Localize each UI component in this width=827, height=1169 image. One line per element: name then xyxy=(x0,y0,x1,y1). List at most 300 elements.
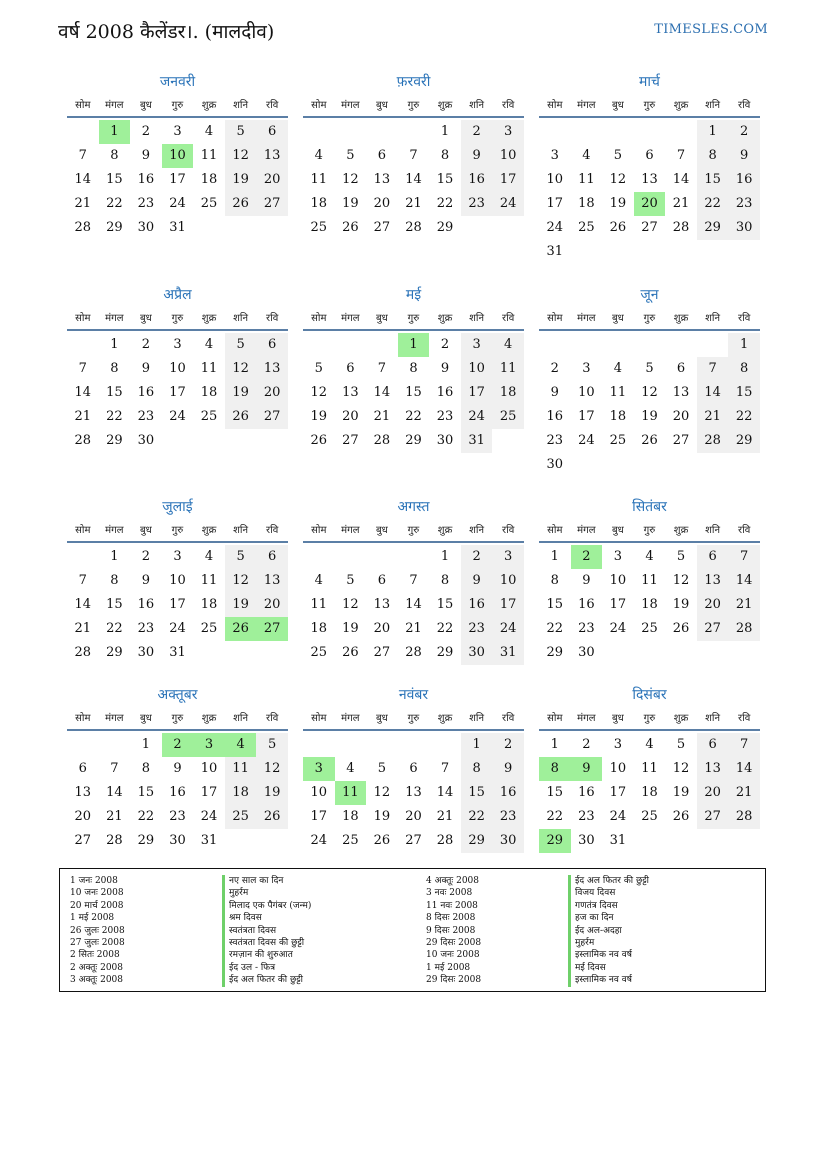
day-cell: 24 xyxy=(609,809,627,824)
day-cell: 21 xyxy=(405,621,422,636)
day-cell: 3 xyxy=(613,549,623,564)
empty-cell xyxy=(67,545,99,569)
day-cell: 29 xyxy=(405,433,422,448)
legend-date: 1 मई 2008 xyxy=(426,962,471,973)
day-cell: 5 xyxy=(346,573,355,588)
day-cell: 19 xyxy=(342,196,359,211)
day-cell: 1 xyxy=(550,549,559,564)
day-cell: 19 xyxy=(225,168,257,192)
day-cell: 16 xyxy=(578,785,595,800)
weekday-label: सोम xyxy=(75,100,91,111)
day-cell: 25 xyxy=(310,645,328,660)
weekday-label: बुध xyxy=(375,100,388,111)
day-cell: 2 xyxy=(141,124,151,139)
legend-date: 20 मार्च 2008 xyxy=(70,900,124,911)
day-cell: 15 xyxy=(461,781,493,805)
day-cell: 13 xyxy=(342,385,359,400)
day-cell: 18 xyxy=(200,385,218,400)
day-cell: 17 xyxy=(169,385,186,400)
day-cell: 27 xyxy=(697,617,729,641)
day-cell: 21 xyxy=(74,196,92,211)
weekday-label: बुध xyxy=(139,713,152,724)
day-cell: 14 xyxy=(405,597,422,612)
day-cell: 4 xyxy=(582,148,591,163)
weekday-label: मंगल xyxy=(341,100,360,111)
day-cell: 5 xyxy=(645,361,654,376)
day-cell: 2 xyxy=(492,733,524,757)
day-cell: 8 xyxy=(440,573,450,588)
day-cell: 23 xyxy=(461,192,493,216)
day-cell: 14 xyxy=(436,785,454,800)
day-cell: 18 xyxy=(310,196,328,211)
day-cell: 10 xyxy=(609,573,627,588)
day-cell: 12 xyxy=(342,172,359,187)
day-cell: 26 xyxy=(342,220,359,235)
day-cell: 11 xyxy=(310,597,328,612)
day-cell: 13 xyxy=(256,357,288,381)
day-cell: 15 xyxy=(106,172,123,187)
day-cell: 23 xyxy=(578,809,595,824)
day-cell: 19 xyxy=(672,597,690,612)
day-cell: 30 xyxy=(436,433,454,448)
weekday-header xyxy=(303,709,524,731)
day-cell: 20 xyxy=(373,621,391,636)
weekday-label: शुक्र xyxy=(673,525,689,536)
holiday-day-cell: 3 xyxy=(193,733,225,757)
day-cell: 11 xyxy=(609,385,627,400)
month-name: सितंबर xyxy=(632,499,667,515)
day-cell: 25 xyxy=(225,805,257,829)
holiday-day-cell: 27 xyxy=(256,617,288,641)
day-cell: 30 xyxy=(546,457,564,472)
day-cell: 4 xyxy=(314,148,323,163)
day-cell: 5 xyxy=(346,148,355,163)
day-cell: 19 xyxy=(225,593,257,617)
weekday-header xyxy=(67,96,288,118)
day-cell: 1 xyxy=(110,549,119,564)
day-cell: 16 xyxy=(137,385,155,400)
month-name: दिसंबर xyxy=(632,687,667,703)
weekday-label: सोम xyxy=(547,525,563,536)
month-block xyxy=(67,283,288,453)
day-cell: 11 xyxy=(200,148,218,163)
day-cell: 9 xyxy=(141,148,151,163)
day-cell: 29 xyxy=(106,645,123,660)
holiday-day-cell: 10 xyxy=(162,144,194,168)
day-cell: 21 xyxy=(74,621,92,636)
day-cell: 27 xyxy=(74,833,92,848)
weekday-label: शनि xyxy=(233,313,249,324)
day-cell: 21 xyxy=(74,409,92,424)
day-cell: 7 xyxy=(697,357,729,381)
day-cell: 24 xyxy=(169,621,186,636)
day-cell: 19 xyxy=(609,196,627,211)
day-cell: 26 xyxy=(641,433,658,448)
day-cell: 25 xyxy=(578,220,595,235)
day-cell: 23 xyxy=(546,433,564,448)
day-cell: 22 xyxy=(546,621,564,636)
weekday-label: रवि xyxy=(502,100,515,111)
day-cell: 20 xyxy=(342,409,359,424)
legend-holiday-name: इस्लामिक नव वर्ष xyxy=(568,949,649,961)
day-cell: 20 xyxy=(256,593,288,617)
day-cell: 1 xyxy=(440,549,450,564)
weekday-header xyxy=(303,309,524,331)
day-cell: 24 xyxy=(310,833,328,848)
month-block xyxy=(67,495,288,665)
weekday-label: रवि xyxy=(738,713,751,724)
holiday-day-cell: 1 xyxy=(398,333,430,357)
day-cell: 23 xyxy=(728,192,760,216)
empty-cell xyxy=(366,120,398,144)
day-cell: 7 xyxy=(409,573,418,588)
month-name: मई xyxy=(405,287,422,303)
day-cell: 22 xyxy=(137,809,155,824)
day-cell: 12 xyxy=(641,385,658,400)
day-cell: 21 xyxy=(728,593,760,617)
legend-left-names xyxy=(222,875,311,987)
day-cell: 15 xyxy=(436,597,454,612)
day-cell: 3 xyxy=(550,148,559,163)
day-cell: 24 xyxy=(546,220,564,235)
site-link[interactable]: TIMESLES.COM xyxy=(654,22,768,37)
legend-holiday-name: स्वतंत्रता दिवस xyxy=(222,925,311,937)
day-cell: 12 xyxy=(373,785,391,800)
legend-date: 11 नवः 2008 xyxy=(426,900,478,911)
day-cell: 8 xyxy=(110,148,119,163)
day-cell: 26 xyxy=(225,192,257,216)
empty-cell xyxy=(571,120,603,144)
holiday-day-cell: 3 xyxy=(303,757,335,781)
legend-holiday-name: मई दिवस xyxy=(568,962,649,974)
day-cell: 10 xyxy=(169,361,186,376)
day-cell: 22 xyxy=(697,192,729,216)
day-cell: 22 xyxy=(106,621,123,636)
day-cell: 5 xyxy=(613,148,623,163)
day-cell: 7 xyxy=(78,361,87,376)
day-cell: 24 xyxy=(609,621,627,636)
day-cell: 17 xyxy=(169,597,186,612)
weekday-label: शुक्र xyxy=(673,713,689,724)
month-block xyxy=(539,70,760,264)
day-cell: 10 xyxy=(310,785,328,800)
empty-cell xyxy=(398,545,430,569)
month-block xyxy=(67,70,288,240)
day-cell: 24 xyxy=(492,617,524,641)
day-cell: 27 xyxy=(342,433,359,448)
day-cell: 16 xyxy=(492,781,524,805)
weekday-label: गुरु xyxy=(643,100,656,111)
day-cell: 14 xyxy=(74,597,92,612)
weekday-label: शुक्र xyxy=(673,100,689,111)
weekday-label: सोम xyxy=(547,100,563,111)
weekday-label: शनि xyxy=(705,100,721,111)
day-cell: 2 xyxy=(440,337,450,352)
day-cell: 8 xyxy=(440,148,450,163)
legend-date: 1 जनः 2008 xyxy=(70,876,118,886)
month-name: नवंबर xyxy=(398,687,429,703)
month-name: जून xyxy=(640,287,659,303)
day-cell: 7 xyxy=(440,761,450,776)
month-name: अगस्त xyxy=(397,499,430,515)
day-cell: 5 xyxy=(225,120,257,144)
day-cell: 22 xyxy=(106,196,123,211)
day-cell: 5 xyxy=(314,361,323,376)
day-cell: 23 xyxy=(169,809,186,824)
day-grid xyxy=(303,545,524,665)
day-cell: 17 xyxy=(169,172,186,187)
empty-cell xyxy=(602,120,634,144)
day-cell: 2 xyxy=(550,361,559,376)
day-cell: 2 xyxy=(461,545,493,569)
day-cell: 4 xyxy=(204,337,214,352)
legend-holiday-name: स्वतंत्रता दिवस की छुट्टी xyxy=(222,937,311,949)
weekday-label: शनि xyxy=(705,525,721,536)
day-cell: 3 xyxy=(173,549,182,564)
day-cell: 5 xyxy=(676,549,686,564)
weekday-label: सोम xyxy=(311,313,327,324)
day-cell: 17 xyxy=(492,168,524,192)
day-cell: 7 xyxy=(78,148,87,163)
day-cell: 17 xyxy=(461,381,493,405)
day-cell: 15 xyxy=(697,168,729,192)
weekday-label: रवि xyxy=(738,525,751,536)
day-cell: 1 xyxy=(141,737,151,752)
empty-cell xyxy=(67,733,99,757)
weekday-label: बुध xyxy=(611,313,624,324)
legend-date: 3 नवः 2008 xyxy=(426,888,473,899)
day-cell: 17 xyxy=(546,196,564,211)
day-grid xyxy=(539,733,760,853)
day-cell: 29 xyxy=(546,645,564,660)
day-cell: 8 xyxy=(110,361,119,376)
day-cell: 28 xyxy=(405,220,422,235)
empty-cell xyxy=(303,120,335,144)
day-cell: 9 xyxy=(461,144,493,168)
empty-cell xyxy=(398,120,430,144)
day-cell: 21 xyxy=(106,809,123,824)
day-cell: 20 xyxy=(256,168,288,192)
day-cell: 13 xyxy=(373,597,391,612)
weekday-label: शुक्र xyxy=(437,525,453,536)
empty-cell xyxy=(366,333,398,357)
empty-cell xyxy=(335,120,367,144)
day-cell: 26 xyxy=(609,220,627,235)
day-cell: 25 xyxy=(200,409,218,424)
weekday-label: शनि xyxy=(233,525,249,536)
day-cell: 8 xyxy=(550,573,559,588)
day-cell: 14 xyxy=(106,785,123,800)
day-cell: 27 xyxy=(373,645,391,660)
weekday-header xyxy=(67,709,288,731)
day-cell: 25 xyxy=(200,196,218,211)
weekday-label: शनि xyxy=(469,100,485,111)
day-cell: 12 xyxy=(310,385,328,400)
day-cell: 27 xyxy=(256,192,288,216)
day-cell: 27 xyxy=(373,220,391,235)
day-cell: 14 xyxy=(74,172,92,187)
day-cell: 6 xyxy=(377,148,387,163)
day-cell: 28 xyxy=(106,833,123,848)
day-cell: 8 xyxy=(110,573,119,588)
day-cell: 30 xyxy=(461,641,493,665)
legend-date: 9 दिसः 2008 xyxy=(426,925,476,936)
day-cell: 3 xyxy=(582,361,591,376)
day-cell: 28 xyxy=(405,645,422,660)
day-cell: 11 xyxy=(492,357,524,381)
legend-date: 2 अक्तूः 2008 xyxy=(70,962,124,973)
weekday-header xyxy=(67,309,288,331)
day-cell: 25 xyxy=(609,433,627,448)
day-cell: 27 xyxy=(672,433,690,448)
day-cell: 15 xyxy=(137,785,155,800)
day-cell: 30 xyxy=(578,645,595,660)
weekday-label: बुध xyxy=(375,713,388,724)
legend-holiday-name: ईद उल - फित्र xyxy=(222,962,311,974)
day-cell: 2 xyxy=(728,120,760,144)
day-cell: 26 xyxy=(373,833,391,848)
day-cell: 22 xyxy=(461,805,493,829)
holiday-day-cell: 26 xyxy=(225,617,257,641)
day-cell: 23 xyxy=(137,621,155,636)
weekday-header xyxy=(67,521,288,543)
day-cell: 15 xyxy=(728,381,760,405)
day-cell: 30 xyxy=(492,829,524,853)
legend-holiday-name: मुहर्रम xyxy=(568,937,649,949)
day-cell: 6 xyxy=(256,545,288,569)
day-cell: 16 xyxy=(169,785,186,800)
day-cell: 28 xyxy=(672,220,690,235)
weekday-label: शनि xyxy=(469,713,485,724)
weekday-label: शुक्र xyxy=(673,313,689,324)
weekday-label: मंगल xyxy=(341,713,360,724)
day-cell: 1 xyxy=(697,120,729,144)
day-cell: 15 xyxy=(436,172,454,187)
weekday-label: मंगल xyxy=(105,713,124,724)
day-cell: 24 xyxy=(169,409,186,424)
weekday-label: शुक्र xyxy=(201,100,217,111)
legend-date: 1 मई 2008 xyxy=(70,913,115,924)
month-name: अक्तूबर xyxy=(157,687,198,703)
legend-holiday-name: ईद अल फितर की छुट्टी xyxy=(222,974,311,986)
day-cell: 31 xyxy=(200,833,218,848)
day-cell: 18 xyxy=(225,781,257,805)
weekday-label: गुरु xyxy=(171,525,184,536)
day-cell: 6 xyxy=(346,361,355,376)
empty-cell xyxy=(697,333,729,357)
empty-cell xyxy=(571,333,603,357)
empty-cell xyxy=(539,333,571,357)
day-cell: 10 xyxy=(200,761,218,776)
day-cell: 6 xyxy=(78,761,87,776)
legend-date: 29 दिसः 2008 xyxy=(426,937,482,948)
legend-right-dates xyxy=(426,875,481,987)
day-cell: 19 xyxy=(310,409,328,424)
day-cell: 4 xyxy=(645,549,654,564)
legend-holiday-name: हज का दिन xyxy=(568,912,649,924)
day-cell: 25 xyxy=(641,809,658,824)
day-cell: 22 xyxy=(728,405,760,429)
day-cell: 6 xyxy=(409,761,418,776)
day-cell: 3 xyxy=(173,124,182,139)
day-cell: 30 xyxy=(728,216,760,240)
legend-holiday-name: ईद अल-अदहा xyxy=(568,925,649,937)
empty-cell xyxy=(67,120,99,144)
day-cell: 8 xyxy=(697,144,729,168)
weekday-label: सोम xyxy=(547,713,563,724)
day-cell: 5 xyxy=(377,761,387,776)
day-cell: 9 xyxy=(440,361,450,376)
holiday-day-cell: 8 xyxy=(539,757,571,781)
weekday-label: गुरु xyxy=(171,100,184,111)
day-cell: 12 xyxy=(225,357,257,381)
month-block xyxy=(67,683,288,853)
holiday-day-cell: 20 xyxy=(634,192,666,216)
weekday-label: गुरु xyxy=(407,100,420,111)
day-cell: 10 xyxy=(169,573,186,588)
day-cell: 31 xyxy=(169,220,186,235)
day-cell: 5 xyxy=(256,733,288,757)
day-cell: 24 xyxy=(461,405,493,429)
day-cell: 17 xyxy=(578,409,595,424)
weekday-label: रवि xyxy=(502,313,515,324)
legend-holiday-name: मुहर्रम xyxy=(222,887,311,899)
day-cell: 17 xyxy=(609,597,627,612)
holiday-day-cell: 2 xyxy=(162,733,194,757)
day-cell: 19 xyxy=(225,381,257,405)
day-cell: 12 xyxy=(342,597,359,612)
weekday-label: बुध xyxy=(611,100,624,111)
month-block xyxy=(303,283,524,453)
day-cell: 4 xyxy=(204,124,214,139)
day-cell: 6 xyxy=(377,573,387,588)
day-cell: 27 xyxy=(256,405,288,429)
weekday-label: गुरु xyxy=(643,525,656,536)
day-cell: 25 xyxy=(641,621,658,636)
legend-date: 27 जुलः 2008 xyxy=(70,937,125,948)
legend-holiday-name: श्रम दिवस xyxy=(222,912,311,924)
day-cell: 11 xyxy=(200,573,218,588)
day-cell: 11 xyxy=(310,172,328,187)
day-cell: 20 xyxy=(697,593,729,617)
legend-date: 4 अक्तूः 2008 xyxy=(426,876,480,886)
day-cell: 4 xyxy=(346,761,355,776)
day-cell: 21 xyxy=(373,409,391,424)
holiday-day-cell: 2 xyxy=(571,545,603,569)
day-cell: 9 xyxy=(461,569,493,593)
day-cell: 29 xyxy=(106,220,123,235)
day-cell: 17 xyxy=(609,785,627,800)
weekday-label: मंगल xyxy=(341,525,360,536)
day-cell: 11 xyxy=(641,573,658,588)
day-cell: 27 xyxy=(405,833,422,848)
day-cell: 30 xyxy=(137,220,155,235)
day-cell: 16 xyxy=(137,172,155,187)
day-cell: 28 xyxy=(373,433,391,448)
day-cell: 13 xyxy=(256,569,288,593)
month-name: मार्च xyxy=(639,74,660,90)
day-cell: 1 xyxy=(461,733,493,757)
day-cell: 30 xyxy=(578,833,595,848)
day-cell: 18 xyxy=(200,597,218,612)
day-cell: 12 xyxy=(672,573,690,588)
day-cell: 24 xyxy=(169,196,186,211)
day-cell: 31 xyxy=(461,429,493,453)
day-cell: 25 xyxy=(310,220,328,235)
legend-date: 3 अक्तूः 2008 xyxy=(70,975,124,986)
day-cell: 22 xyxy=(405,409,422,424)
day-cell: 1 xyxy=(550,737,559,752)
